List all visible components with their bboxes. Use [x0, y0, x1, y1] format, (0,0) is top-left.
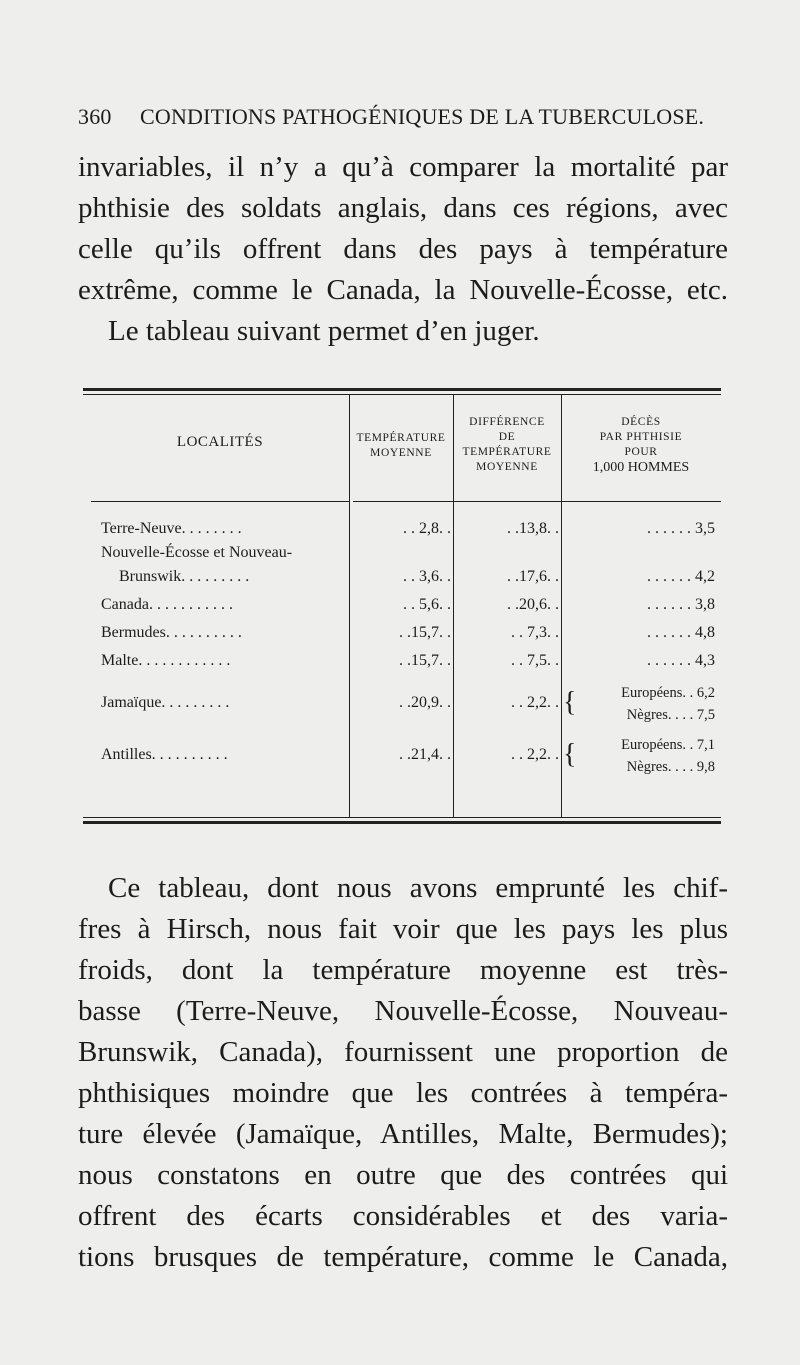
header-rule	[91, 501, 349, 502]
cell-localite: Nouvelle-Écosse et Nouveau-	[101, 544, 293, 561]
cell-difference: . . 2,2. .	[511, 746, 559, 763]
cell-deces-europeens: Européens. . 6,2	[621, 685, 715, 701]
cell-localite: Antilles. . . . . . . . . .	[101, 746, 228, 763]
cell-localite: Canada. . . . . . . . . . .	[101, 596, 233, 613]
cell-difference: . . 2,2. .	[511, 694, 559, 711]
text-line: celle qu’ils offrent dans des pays à température	[78, 233, 728, 265]
header-line: PAR PHTHISIE	[599, 431, 683, 443]
header-difference	[453, 415, 561, 475]
cell-difference: . . 7,5. .	[511, 652, 559, 669]
header-line: DE	[498, 431, 516, 443]
table-row	[83, 621, 721, 645]
text-line: Le tableau suivant permet d’en juger.	[108, 315, 540, 347]
running-head-title: CONDITIONS PATHOGÉNIQUES DE LA TUBERCULOSE.	[140, 104, 705, 129]
cell-deces: . . . . . . 4,2	[647, 568, 715, 585]
cell-deces: . . . . . . 4,3	[647, 652, 715, 669]
header-line: MOYENNE	[476, 461, 538, 473]
cell-difference: . .17,6. .	[507, 568, 559, 585]
cell-localite: Jamaïque. . . . . . . . .	[101, 694, 230, 711]
cell-difference: . .13,8. .	[507, 520, 559, 537]
text-line: phthisie des soldats anglais, dans ces régions, avec	[78, 192, 728, 224]
brace-glyph: {	[563, 687, 577, 718]
cell-temperature: . . 5,6. .	[403, 596, 451, 613]
mortality-table	[83, 388, 721, 824]
table-row	[83, 517, 721, 541]
cell-deces: . . . . . . 3,8	[647, 596, 715, 613]
header-line: 1,000 HOMMES	[592, 460, 690, 475]
cell-deces-negres: Nègres. . . . 9,8	[626, 759, 715, 775]
text-line: froids, dont la température moyenne est très-	[78, 954, 728, 986]
page-number: 360	[78, 104, 112, 129]
text-line: invariables, il n’y a qu’à comparer la mortalité par	[78, 151, 728, 183]
cell-temperature: . .15,7. .	[399, 624, 451, 641]
paragraph-intro	[78, 147, 728, 352]
table-row	[83, 593, 721, 617]
cell-temperature: . . 3,6. .	[403, 568, 451, 585]
running-head	[78, 104, 738, 130]
text-line: Brunswik, Canada), fournissent une proportion de	[78, 1036, 728, 1068]
cell-difference: . .20,6. .	[507, 596, 559, 613]
text-line: phthisiques moindre que les contrées à tempéra-	[78, 1077, 728, 1109]
text-line: tions brusques de température, comme le Canada,	[78, 1241, 728, 1273]
text-line: offrent des écarts considérables et des varia-	[78, 1200, 728, 1232]
header-line: TEMPÉRATURE	[462, 446, 552, 458]
header-line: POUR	[624, 446, 658, 458]
cell-localite: Bermudes. . . . . . . . . .	[101, 624, 242, 641]
cell-temperature: . .21,4. .	[399, 746, 451, 763]
text-line: Ce tableau, dont nous avons emprunté les chif-	[108, 872, 728, 904]
cell-localite: Malte. . . . . . . . . . . .	[101, 652, 231, 669]
cell-temperature: . .20,9. .	[399, 694, 451, 711]
text-line: fres à Hirsch, nous fait voir que les pays les plus	[78, 913, 728, 945]
table-row	[83, 681, 721, 729]
header-deces	[561, 415, 721, 475]
header-localites: LOCALITÉS	[176, 434, 264, 450]
cell-temperature: . . 2,8. .	[403, 520, 451, 537]
table-body	[83, 517, 721, 781]
header-temperature	[349, 431, 453, 461]
table-row	[83, 649, 721, 673]
header-line: TEMPÉRATURE	[356, 432, 446, 444]
header-line: DÉCÈS	[621, 416, 661, 428]
text-line: basse (Terre-Neuve, Nouvelle-Écosse, Nouveau-	[78, 995, 728, 1027]
cell-difference: . . 7,3. .	[511, 624, 559, 641]
text-line: nous constatons en outre que des contrées qui	[78, 1159, 728, 1191]
header-line: MOYENNE	[370, 447, 432, 459]
cell-deces-europeens: Européens. . 7,1	[621, 737, 715, 753]
brace-glyph: {	[563, 739, 577, 770]
cell-deces: . . . . . . 3,5	[647, 520, 715, 537]
cell-temperature: . .15,7. .	[399, 652, 451, 669]
table-row	[83, 565, 721, 589]
text-line: ture élevée (Jamaïque, Antilles, Malte, Bermudes);	[78, 1118, 728, 1150]
text-line: extrême, comme le Canada, la Nouvelle-Écosse, etc.	[78, 274, 728, 306]
header-line: DIFFÉRENCE	[469, 416, 545, 428]
cell-localite: Terre-Neuve. . . . . . . .	[101, 520, 242, 537]
table-row	[83, 541, 721, 565]
cell-deces-negres: Nègres. . . . 7,5	[626, 707, 715, 723]
header-rule	[353, 501, 721, 502]
table-row	[83, 733, 721, 781]
paragraph-commentary	[78, 868, 728, 1278]
cell-localite: Brunswik. . . . . . . . .	[119, 568, 250, 585]
cell-deces: . . . . . . 4,8	[647, 624, 715, 641]
